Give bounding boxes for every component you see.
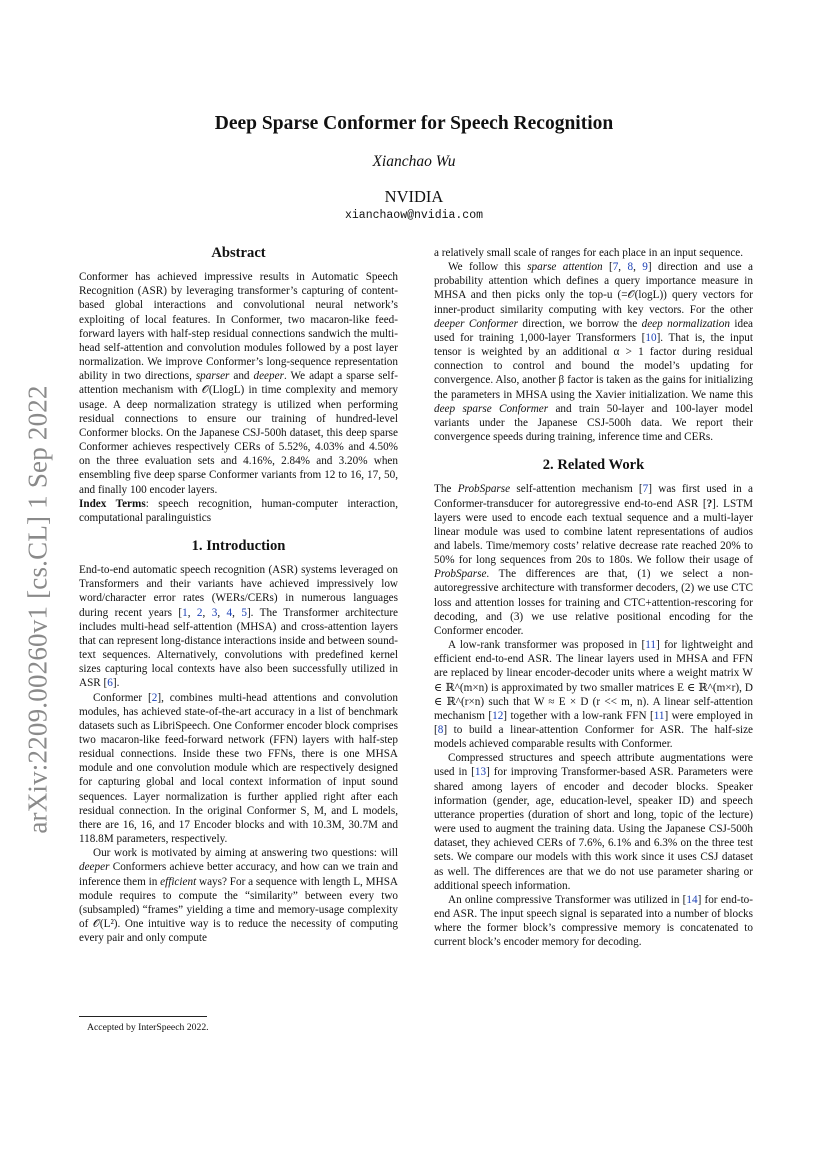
abstract-text: Conformer has achieved impressive results in Automatic Speech Recognition (ASR) by leveraging transformer’s capturing of content-based global interactions and convolutional neural network’s exploiting of local features. In Conformer, two macaron-like feed-forward layers with half-step residual connections sandwich the multi-head self-attention and convolution modules followed by a post layer normalization. We improve Conformer’s long-sequence representation ability in two directions, sparser and deeper. We adapt a sparse self-attention mechanism with 𝒪(LlogL) in time complexity and memory usage. A deep normalization strategy is utilized when performing residual connections to ensure our training of hundred-level Conformer blocks. On the Japanese CSJ-500h dataset, this deep sparse Conformer achieves respectively CERs of 5.52%, 4.03% and 4.50% on the three evaluation sets and 4.16%, 2.84% and 3.20% when ensembling five deep sparse Conformer variants from 12 to 16, 17, 50, and finally 100 encoder layers.	[79, 271, 398, 496]
right-column	[434, 246, 753, 950]
footnote	[79, 1016, 398, 1033]
citation-link[interactable]: 11	[653, 709, 665, 722]
introduction-heading: 1. Introduction	[191, 537, 286, 554]
citation-link[interactable]: 9	[642, 261, 648, 274]
citation-link[interactable]: 12	[492, 709, 504, 722]
citation-link[interactable]: 13	[474, 766, 487, 779]
footnote-text: Accepted by InterSpeech 2022.	[87, 1022, 209, 1033]
author-email[interactable]: xianchaow@nvidia.com	[344, 209, 484, 222]
citation-link[interactable]: 5	[241, 606, 247, 619]
citation-link[interactable]: 6	[107, 677, 113, 690]
citation-link[interactable]: 10	[645, 331, 657, 344]
citation-link[interactable]: 8	[437, 724, 444, 736]
related-paragraph-4: An online compressive Transformer was utilized in [14] for end-to-end ASR. The input speech signal is separated into a number of blocks where the former block’s compressive memory is concatenated to current block’s encoder memory for decoding.	[434, 893, 754, 949]
citation-link[interactable]: 7	[612, 261, 619, 274]
citation-link[interactable]: 3	[211, 606, 218, 619]
related-paragraph-3: Compressed structures and speech attribute augmentations were used in [13] for improving Transformer-based ASR. Parameters were shared among layers of encoder and decoder blocks. Speaker information (gender, age, education-level, speaker ID) and speech utterance properties (duration of short and long, topic of the lecture) were used to augment the training data. Using the Japanese CSJ-500h dataset, they achieved CERs of 7.6%, 6.1% and 6.3% on the three test sets. We compare our models with this work since it uses CSJ dataset as well. The differences are that we do not use parameter sharing or additional speech information.	[434, 752, 753, 892]
related-paragraph-2: A low-rank transformer was proposed in [11] for lightweight and efficient end-to-end ASR. The linear layers used in MHSA and FFN are replaced by linear encoder-decoder units where a weight matrix W ∈ ℝ^(m×n) is approximated by two smaller matrices E ∈ ℝ^(m×r), D ∈ ℝ^(r×n) such that W ≈ E × D (r << m, n). A linear self-attention mechanism [12] together with a low-rank FFN [11] were employed in [8] to build a linear-attention Conformer for ASR. The half-size models achieved comparable results with Conformer.	[434, 639, 754, 751]
abstract-heading: Abstract	[211, 245, 266, 261]
related-paragraph-1: The ProbSparse self-attention mechanism [7] was first used in a Conformer-transducer for autoregressive end-to-end ASR [?]. LSTM layers were used to encode each textual sequence and a multi-layer linear module was used to combine latent representations of audios and labels. Time/memory costs’ relative decrease rate reached 20% to 50% for long sequences from 20s to 180s. We follow their usage of ProbSparse. The differences are that, (1) we select a non-autoregressive architecture with transformer decoders, (2) we use CTC loss and attention losses for training and CTC+attention-rescoring for decoding, and (3) we use relative positional encoding for the Conformer encoder.	[434, 483, 754, 637]
intro-paragraph-2: Conformer [2], combines multi-head attentions and convolution modules, has achieved state-of-the-art accuracy in a list of benchmark datasets such as LibriSpeech. One Conformer encoder block comprises two macaron-like feed-forward network (FFN) layers with half-step residual connections. Inside these two FFNs, there is one MHSA module and one convolution module which are respectively designed for capturing global and local context information of input sound sequences. Layer normalization is further applied right after each residual connection. In the original Conformer S, M, and L models, there are 16, 16, and 17 Encoder blocks and with 10.3M, 30.7M and 118.8M parameters, respectively.	[79, 691, 398, 846]
affiliation: NVIDIA	[384, 187, 444, 206]
intro-continued: a relatively small scale of ranges for each place in an input sequence.	[434, 247, 744, 259]
intro-paragraph-4: We follow this sparse attention [7, 8, 9] direction and use a probability attention which defines a query importance measure in MHSA and then picks only the top-u (=𝒪(logL)) query vectors for inner-product similarity computing with key vectors. For the other deeper Conformer direction, we borrow the deep normalization idea used for training 1,000-layer Transformers [10]. That is, the input tensor is weighted by an additional α > 1 factor during residual connection to control and bound the model’s updating for convergence. Also, another β factor is taken as the gains for initializing the parameters in MHSA using the Xavier initialization. We name this deep sparse Conformer and train 50-layer and 100-layer model variants under the Japanese CSJ-500h data. We report their convergence speeds during training, inference time and CERs.	[434, 261, 754, 444]
arxiv-identifier: arXiv:2209.00260v1 [cs.CL] 1 Sep 2022	[22, 384, 53, 834]
citation-link[interactable]: 11	[645, 639, 656, 652]
intro-paragraph-3: Our work is motivated by aiming at answering two questions: will deeper Conformers achieve better accuracy, and how can we train and inference them in efficient ways? For a sequence with length L, MHSA module requires to compute the “similarity” between every two (subsampled) “frames” yielding a time and memory-usage complexity of 𝒪(L²). One intuitive way is to reduce the necessity of computing every pair and only compute	[79, 847, 398, 945]
citation-link[interactable]: 2	[151, 691, 158, 704]
intro-paragraph-1: End-to-end automatic speech recognition (ASR) systems leveraged on Transformers and their variants have achieved impressively low word/character error rates (WERs/CERs) in numerous languages during recent years [1, 2, 3, 4, 5]. The Transformer architecture includes multi-head self-attention (MHSA) and cross-attention layers that can represent long-distance interactions inside and between sound-text sequences. Alternatively, convolutions with predefined kernel sizes capturing local contexts have also been successfully utilized in ASR [6].	[79, 564, 399, 690]
related-work-heading: 2. Related Work	[542, 457, 645, 474]
index-terms: Index Terms: speech recognition, human-computer interaction, computational paralinguistics	[79, 497, 398, 524]
missing-citation-marker: ?	[706, 497, 713, 510]
author-name: Xianchao Wu	[372, 153, 456, 170]
citation-link[interactable]: 2	[196, 606, 203, 619]
citation-link[interactable]: 4	[226, 606, 233, 619]
citation-link[interactable]: 8	[627, 261, 634, 274]
citation-link[interactable]: 14	[686, 893, 698, 906]
left-column	[79, 246, 398, 945]
footnote-divider	[79, 1016, 207, 1017]
citation-link[interactable]: 7	[642, 483, 649, 496]
citation-link[interactable]: 1	[182, 606, 188, 619]
paper-title: Deep Sparse Conformer for Speech Recognition	[214, 113, 614, 134]
